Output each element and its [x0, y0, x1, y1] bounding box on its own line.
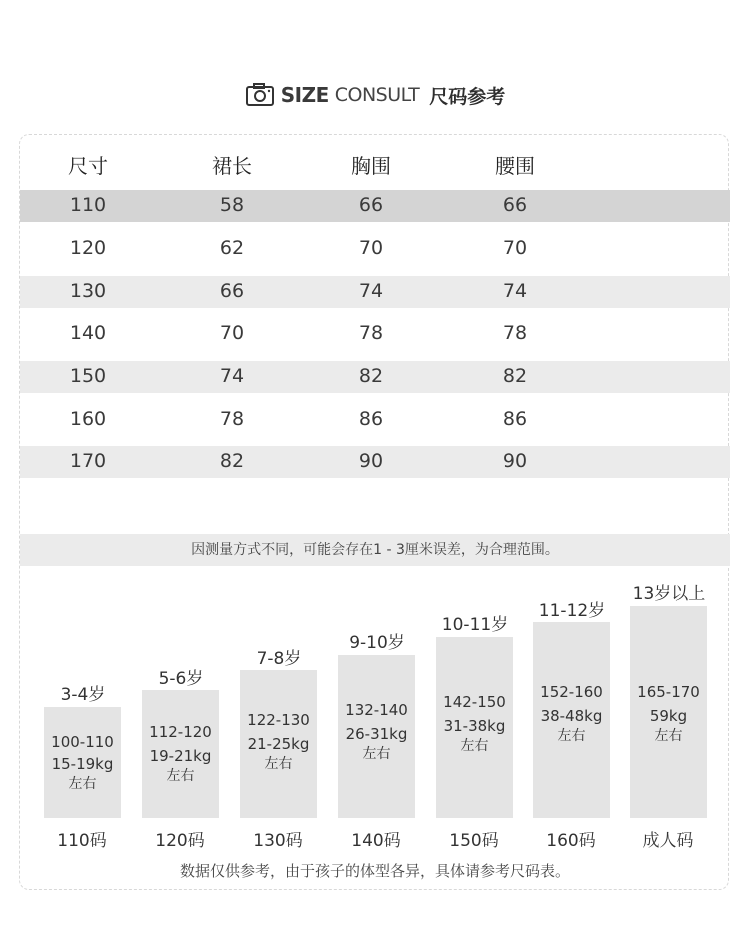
weight-range: 19-21kg: [149, 747, 212, 765]
reference-disclaimer: 数据仅供参考，由于孩子的体型各异，具体请参考尺码表。: [179, 862, 570, 880]
header-title-cn: 尺码参考: [429, 85, 506, 108]
table-cell: 130: [69, 280, 107, 302]
age-label: 11-12岁: [538, 601, 606, 621]
size-label: 160码: [546, 831, 596, 851]
table-cell: 74: [219, 365, 245, 387]
approx-label: 左右: [557, 728, 586, 744]
table-cell: 66: [358, 194, 384, 216]
height-range: 100-110: [51, 733, 114, 751]
table-cell: 90: [358, 450, 384, 472]
size-label: 150码: [449, 831, 499, 851]
table-cell: 78: [502, 322, 528, 344]
size-label: 140码: [351, 831, 401, 851]
age-label: 10-11岁: [441, 615, 509, 635]
table-cell: 170: [69, 450, 107, 472]
table-cell: 82: [502, 365, 528, 387]
table-cell: 150: [69, 365, 107, 387]
table-row: [20, 318, 730, 350]
approx-label: 左右: [362, 746, 391, 762]
height-range: 152-160: [540, 683, 603, 701]
table-cell: 62: [219, 237, 245, 259]
size-bar: [630, 606, 707, 818]
column-header: 腰围: [495, 154, 535, 178]
size-label: 110码: [57, 831, 107, 851]
size-label: 130码: [253, 831, 303, 851]
table-cell: 78: [219, 408, 245, 430]
column-header: 胸围: [351, 154, 391, 178]
column-header: 裙长: [212, 154, 252, 178]
table-cell: 120: [69, 237, 107, 259]
table-cell: 82: [358, 365, 384, 387]
approx-label: 左右: [166, 768, 195, 784]
size-bar: [142, 690, 219, 818]
table-cell: 58: [219, 194, 245, 216]
approx-label: 左右: [68, 776, 97, 792]
table-cell: 110: [69, 194, 107, 216]
size-bar: [44, 707, 121, 818]
approx-label: 左右: [460, 738, 489, 754]
approx-label: 左右: [654, 728, 683, 744]
weight-range: 31-38kg: [443, 717, 506, 735]
table-row: [20, 361, 730, 393]
height-range: 112-120: [149, 723, 212, 741]
table-row: [20, 190, 730, 222]
table-row: [20, 446, 730, 478]
height-range: 132-140: [345, 701, 408, 719]
size-bar: [436, 637, 513, 818]
weight-range: 26-31kg: [345, 725, 408, 743]
header-title-light: CONSULT: [334, 84, 420, 106]
age-label: 7-8岁: [256, 649, 302, 669]
table-cell: 160: [69, 408, 107, 430]
weight-range: 38-48kg: [540, 707, 603, 725]
size-bar: [240, 670, 317, 818]
table-cell: 70: [358, 237, 384, 259]
weight-range: 21-25kg: [247, 735, 310, 753]
approx-label: 左右: [264, 756, 293, 772]
age-label: 3-4岁: [60, 685, 106, 705]
table-cell: 66: [219, 280, 245, 302]
height-range: 142-150: [443, 693, 506, 711]
weight-range: 15-19kg: [51, 755, 114, 773]
table-row: [20, 404, 730, 436]
age-label: 9-10岁: [349, 633, 405, 653]
table-cell: 90: [502, 450, 528, 472]
measurement-note: 因测量方式不同，可能会存在1 - 3厘米误差，为合理范围。: [20, 534, 730, 566]
size-label: 成人码: [642, 831, 694, 851]
table-cell: 70: [219, 322, 245, 344]
weight-range: 59kg: [649, 707, 688, 725]
size-bar: [338, 655, 415, 818]
table-cell: 140: [69, 322, 107, 344]
table-cell: 82: [219, 450, 245, 472]
table-cell: 86: [358, 408, 384, 430]
table-cell: 74: [358, 280, 384, 302]
size-label: 120码: [155, 831, 205, 851]
table-cell: 74: [502, 280, 528, 302]
table-cell: 78: [358, 322, 384, 344]
size-consult-header: [0, 78, 750, 112]
height-range: 122-130: [247, 711, 310, 729]
camera-icon: [245, 82, 275, 108]
age-label: 5-6岁: [158, 669, 204, 689]
table-row: [20, 233, 730, 265]
table-cell: 70: [502, 237, 528, 259]
header-title-bold: SIZE: [280, 83, 329, 107]
table-cell: 66: [502, 194, 528, 216]
table-row: [20, 276, 730, 308]
table-cell: 86: [502, 408, 528, 430]
height-range: 165-170: [637, 683, 700, 701]
age-label: 13岁以上: [632, 584, 706, 604]
column-header: 尺寸: [68, 154, 108, 178]
size-bar: [533, 622, 610, 818]
table-header: [20, 140, 730, 188]
